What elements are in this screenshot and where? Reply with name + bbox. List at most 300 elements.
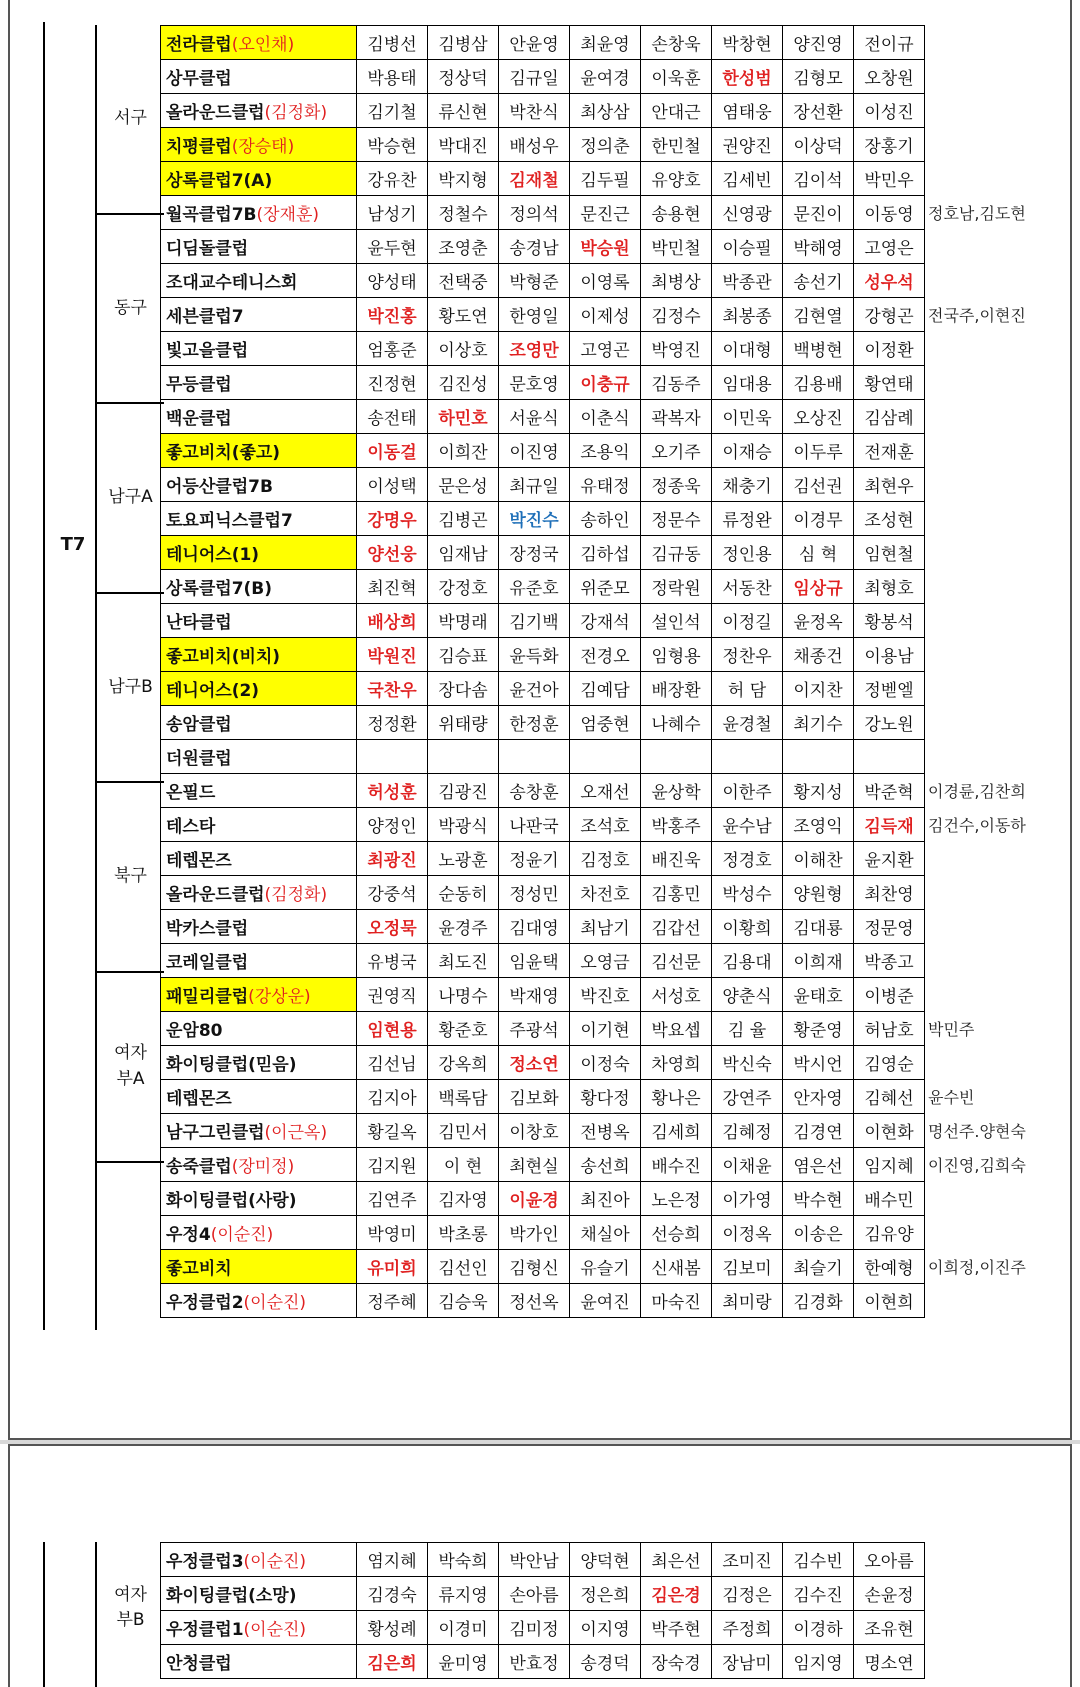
club-name: 화이팅클럽(사랑) xyxy=(161,1182,357,1216)
player-name: 윤여진 xyxy=(570,1284,641,1318)
reserve-players xyxy=(925,434,1052,468)
player-name: 이지영 xyxy=(570,1611,641,1645)
player-name: 박성수 xyxy=(712,876,783,910)
reserve-players xyxy=(925,230,1052,264)
player-name: 이상호 xyxy=(428,332,499,366)
player-name: 박창현 xyxy=(712,26,783,60)
player-name: 강연주 xyxy=(712,1080,783,1114)
district-column-2 xyxy=(95,1542,162,1687)
player-name: 최남기 xyxy=(570,910,641,944)
table-row xyxy=(161,706,1052,740)
player-name: 국찬우 xyxy=(357,672,428,706)
player-name: 김경화 xyxy=(783,1284,854,1318)
table-row xyxy=(161,1182,1052,1216)
player-name: 이송은 xyxy=(783,1216,854,1250)
player-name: 심 혁 xyxy=(783,536,854,570)
player-name: 진정현 xyxy=(357,366,428,400)
player-name: 엄중현 xyxy=(570,706,641,740)
club-captain: (이순진) xyxy=(243,1620,307,1640)
player-name: 황연태 xyxy=(854,366,925,400)
club-name: 무등클럽 xyxy=(161,366,357,400)
player-name: 최찬영 xyxy=(854,876,925,910)
player-name: 송선기 xyxy=(783,264,854,298)
player-name: 박진홍 xyxy=(357,298,428,332)
player-name: 주광석 xyxy=(499,1012,570,1046)
player-name: 오기주 xyxy=(641,434,712,468)
player-name: 김유양 xyxy=(854,1216,925,1250)
reserve-players xyxy=(925,1046,1052,1080)
player-name: 허 담 xyxy=(712,672,783,706)
player-name: 문은성 xyxy=(428,468,499,502)
player-name: 최형호 xyxy=(854,570,925,604)
player-name: 김수진 xyxy=(783,1577,854,1611)
player-name: 조영익 xyxy=(783,808,854,842)
table-row xyxy=(161,944,1052,978)
player-name: 정경호 xyxy=(712,842,783,876)
player-name: 김갑선 xyxy=(641,910,712,944)
player-name: 황봉석 xyxy=(854,604,925,638)
player-name: 이성진 xyxy=(854,94,925,128)
player-name: 이지찬 xyxy=(783,672,854,706)
table-row xyxy=(161,1012,1052,1046)
player-name: 박진수 xyxy=(499,502,570,536)
player-name: 노광훈 xyxy=(428,842,499,876)
player-name: 정성민 xyxy=(499,876,570,910)
player-name: 김자영 xyxy=(428,1182,499,1216)
district-label: 남구B xyxy=(97,594,164,784)
player-name: 이성택 xyxy=(357,468,428,502)
player-name: 노은정 xyxy=(641,1182,712,1216)
player-name: 최병상 xyxy=(641,264,712,298)
club-name: 전라클럽(오인채) xyxy=(161,26,357,60)
player-name: 이희잔 xyxy=(428,434,499,468)
reserve-players xyxy=(925,26,1052,60)
player-name: 장숙경 xyxy=(641,1645,712,1679)
table-row xyxy=(161,468,1052,502)
table-row xyxy=(161,808,1052,842)
player-name: 이가영 xyxy=(712,1182,783,1216)
player-name: 김형모 xyxy=(783,60,854,94)
district-label: 서구 xyxy=(97,25,164,215)
player-name: 곽복자 xyxy=(641,400,712,434)
player-name xyxy=(428,740,499,774)
player-name: 고영곤 xyxy=(570,332,641,366)
player-name: 배장환 xyxy=(641,672,712,706)
player-name: 최도진 xyxy=(428,944,499,978)
club-name: 조대교수테니스회 xyxy=(161,264,357,298)
reserve-players xyxy=(925,1216,1052,1250)
player-name: 류정완 xyxy=(712,502,783,536)
player-name: 순동히 xyxy=(428,876,499,910)
player-name: 성우석 xyxy=(854,264,925,298)
player-name: 한예형 xyxy=(854,1250,925,1284)
player-name: 조용익 xyxy=(570,434,641,468)
player-name: 배진욱 xyxy=(641,842,712,876)
player-name: 박용태 xyxy=(357,60,428,94)
player-name: 김경연 xyxy=(783,1114,854,1148)
player-name: 김혜정 xyxy=(712,1114,783,1148)
player-name: 박광식 xyxy=(428,808,499,842)
player-name: 이재승 xyxy=(712,434,783,468)
player-name: 김재철 xyxy=(499,162,570,196)
player-name: 박찬식 xyxy=(499,94,570,128)
player-name: 이정환 xyxy=(854,332,925,366)
player-name: 나명수 xyxy=(428,978,499,1012)
player-name: 백병현 xyxy=(783,332,854,366)
club-name: 빛고을클럽 xyxy=(161,332,357,366)
table-row xyxy=(161,1284,1052,1318)
player-name: 박신숙 xyxy=(712,1046,783,1080)
player-name: 김기철 xyxy=(357,94,428,128)
player-name: 박안남 xyxy=(499,1543,570,1577)
player-name: 김정은 xyxy=(712,1577,783,1611)
player-name: 채충기 xyxy=(712,468,783,502)
club-captain: (이순진) xyxy=(243,1293,307,1313)
reserve-players: 윤수빈 xyxy=(925,1080,1052,1114)
player-name: 정윤기 xyxy=(499,842,570,876)
table-row xyxy=(161,1148,1052,1182)
club-captain: (장승태) xyxy=(231,137,295,157)
player-name: 윤태호 xyxy=(783,978,854,1012)
player-name: 위태량 xyxy=(428,706,499,740)
player-name: 정인용 xyxy=(712,536,783,570)
player-name: 황길옥 xyxy=(357,1114,428,1148)
table-row xyxy=(161,128,1052,162)
reserve-players xyxy=(925,60,1052,94)
club-name: 박카스클럽 xyxy=(161,910,357,944)
player-name: 박재영 xyxy=(499,978,570,1012)
player-name: 이동영 xyxy=(854,196,925,230)
player-name: 임재남 xyxy=(428,536,499,570)
player-name: 오정묵 xyxy=(357,910,428,944)
player-name: 박원진 xyxy=(357,638,428,672)
club-captain: (김정화) xyxy=(264,885,328,905)
player-name: 손윤정 xyxy=(854,1577,925,1611)
player-name: 정문영 xyxy=(854,910,925,944)
player-name: 김연주 xyxy=(357,1182,428,1216)
player-name: 윤경주 xyxy=(428,910,499,944)
district-label: 남구A xyxy=(97,404,164,594)
club-captain: (오인채) xyxy=(231,35,295,55)
table-row xyxy=(161,876,1052,910)
player-name: 박요셉 xyxy=(641,1012,712,1046)
player-name: 오재선 xyxy=(570,774,641,808)
player-name: 손아름 xyxy=(499,1577,570,1611)
tier-bracket-line-2 xyxy=(43,1542,45,1687)
reserve-players xyxy=(925,366,1052,400)
player-name: 이동걸 xyxy=(357,434,428,468)
player-name: 오영금 xyxy=(570,944,641,978)
table-row xyxy=(161,842,1052,876)
player-name: 김하섭 xyxy=(570,536,641,570)
player-name: 이황희 xyxy=(712,910,783,944)
player-name: 정문수 xyxy=(641,502,712,536)
player-name: 송선희 xyxy=(570,1148,641,1182)
player-name: 김홍민 xyxy=(641,876,712,910)
player-name: 송용현 xyxy=(641,196,712,230)
reserve-players xyxy=(925,400,1052,434)
player-name: 임대용 xyxy=(712,366,783,400)
player-name: 김두필 xyxy=(570,162,641,196)
player-name: 박승현 xyxy=(357,128,428,162)
player-name: 최슬기 xyxy=(783,1250,854,1284)
player-name: 최현실 xyxy=(499,1148,570,1182)
player-name: 박수현 xyxy=(783,1182,854,1216)
player-name: 이춘식 xyxy=(570,400,641,434)
player-name: 채실아 xyxy=(570,1216,641,1250)
player-name: 김미정 xyxy=(499,1611,570,1645)
club-name: 상무클럽 xyxy=(161,60,357,94)
player-name: 박종고 xyxy=(854,944,925,978)
player-name: 정의석 xyxy=(499,196,570,230)
player-name: 임형용 xyxy=(641,638,712,672)
player-name: 정종욱 xyxy=(641,468,712,502)
table-row xyxy=(161,570,1052,604)
player-name: 유양호 xyxy=(641,162,712,196)
district-label: 여자 부B xyxy=(114,1584,147,1630)
player-name: 김은희 xyxy=(357,1645,428,1679)
player-name: 황도연 xyxy=(428,298,499,332)
club-name: 테스타 xyxy=(161,808,357,842)
table-row xyxy=(161,774,1052,808)
player-name: 김민서 xyxy=(428,1114,499,1148)
player-name: 박준혁 xyxy=(854,774,925,808)
document-page-1 xyxy=(8,0,1072,1440)
tier-label: T7 xyxy=(60,534,86,555)
player-name: 배상희 xyxy=(357,604,428,638)
club-name: 상록클럽7(B) xyxy=(161,570,357,604)
player-name: 김승욱 xyxy=(428,1284,499,1318)
player-name: 신영광 xyxy=(712,196,783,230)
player-name: 백록담 xyxy=(428,1080,499,1114)
player-name: 안윤영 xyxy=(499,26,570,60)
player-name: 염지혜 xyxy=(357,1543,428,1577)
player-name: 이상덕 xyxy=(783,128,854,162)
reserve-players: 김건수,이동하 xyxy=(925,808,1052,842)
player-name: 김동주 xyxy=(641,366,712,400)
club-name: 우정클럽3(이순진) xyxy=(161,1543,357,1577)
club-name: 올라운드클럽(김정화) xyxy=(161,876,357,910)
club-name: 치평클럽(장승태) xyxy=(161,128,357,162)
club-captain: (장미정) xyxy=(231,1157,295,1177)
player-name: 한성범 xyxy=(712,60,783,94)
club-name: 운암80 xyxy=(161,1012,357,1046)
player-name: 전택중 xyxy=(428,264,499,298)
player-name: 전이규 xyxy=(854,26,925,60)
player-name: 김예담 xyxy=(570,672,641,706)
player-name: 양정인 xyxy=(357,808,428,842)
player-name: 정상덕 xyxy=(428,60,499,94)
player-name: 최진아 xyxy=(570,1182,641,1216)
reserve-players: 박민주 xyxy=(925,1012,1052,1046)
table-row xyxy=(161,264,1052,298)
player-name: 류신현 xyxy=(428,94,499,128)
player-name: 신새봄 xyxy=(641,1250,712,1284)
player-name: 한민철 xyxy=(641,128,712,162)
player-name: 윤건아 xyxy=(499,672,570,706)
player-name: 김지아 xyxy=(357,1080,428,1114)
player-name: 유병국 xyxy=(357,944,428,978)
club-captain: (장재훈) xyxy=(256,205,320,225)
player-name: 박초롱 xyxy=(428,1216,499,1250)
player-name: 염은선 xyxy=(783,1148,854,1182)
player-name: 김이석 xyxy=(783,162,854,196)
player-name: 김경숙 xyxy=(357,1577,428,1611)
player-name: 이경하 xyxy=(783,1611,854,1645)
reserve-players xyxy=(925,332,1052,366)
club-name: 우정클럽1(이순진) xyxy=(161,1611,357,1645)
player-name: 황준호 xyxy=(428,1012,499,1046)
player-name: 김병곤 xyxy=(428,502,499,536)
player-name: 임지영 xyxy=(783,1645,854,1679)
player-name: 나판국 xyxy=(499,808,570,842)
club-captain: (이순진) xyxy=(243,1552,307,1572)
reserve-players xyxy=(925,638,1052,672)
player-name: 김정수 xyxy=(641,298,712,332)
club-name: 디딤돌클럽 xyxy=(161,230,357,264)
player-name: 유준호 xyxy=(499,570,570,604)
player-name: 이진영 xyxy=(499,434,570,468)
player-name: 강유찬 xyxy=(357,162,428,196)
player-name: 정의춘 xyxy=(570,128,641,162)
player-name: 이경무 xyxy=(783,502,854,536)
player-name: 오상진 xyxy=(783,400,854,434)
player-name: 조영춘 xyxy=(428,230,499,264)
player-name: 최은선 xyxy=(641,1543,712,1577)
player-name: 정은희 xyxy=(570,1577,641,1611)
player-name: 김세빈 xyxy=(712,162,783,196)
reserve-players xyxy=(925,502,1052,536)
player-name: 박가인 xyxy=(499,1216,570,1250)
player-name: 최현우 xyxy=(854,468,925,502)
player-name: 문진근 xyxy=(570,196,641,230)
player-name: 송경덕 xyxy=(570,1645,641,1679)
player-name: 이정길 xyxy=(712,604,783,638)
player-name: 이두루 xyxy=(783,434,854,468)
table-row xyxy=(161,1577,1052,1611)
player-name: 강재석 xyxy=(570,604,641,638)
reserve-players xyxy=(925,1577,1052,1611)
player-name: 배수민 xyxy=(854,1182,925,1216)
table-row xyxy=(161,910,1052,944)
table-row xyxy=(161,1046,1052,1080)
player-name: 양춘식 xyxy=(712,978,783,1012)
player-name: 김선인 xyxy=(428,1250,499,1284)
table-row xyxy=(161,162,1052,196)
player-name: 장다솜 xyxy=(428,672,499,706)
player-name: 차전호 xyxy=(570,876,641,910)
player-name: 김보화 xyxy=(499,1080,570,1114)
player-name: 임지혜 xyxy=(854,1148,925,1182)
player-name: 박영미 xyxy=(357,1216,428,1250)
player-name: 이기현 xyxy=(570,1012,641,1046)
player-name: 권영직 xyxy=(357,978,428,1012)
player-name: 황나은 xyxy=(641,1080,712,1114)
club-name: 좋고비치(좋고) xyxy=(161,434,357,468)
player-name: 박명래 xyxy=(428,604,499,638)
player-name: 조석호 xyxy=(570,808,641,842)
player-name: 최기수 xyxy=(783,706,854,740)
player-name: 이현희 xyxy=(854,1284,925,1318)
player-name: 양진영 xyxy=(783,26,854,60)
player-name: 남성기 xyxy=(357,196,428,230)
player-name: 강노원 xyxy=(854,706,925,740)
player-name: 윤두현 xyxy=(357,230,428,264)
player-name: 윤지환 xyxy=(854,842,925,876)
player-name: 이충규 xyxy=(570,366,641,400)
district-label: 동구 xyxy=(97,215,164,405)
club-name: 좋고비치(비치) xyxy=(161,638,357,672)
player-name: 김득재 xyxy=(854,808,925,842)
player-name: 김대영 xyxy=(499,910,570,944)
player-name: 장홍기 xyxy=(854,128,925,162)
club-name: 테니어스(2) xyxy=(161,672,357,706)
player-name: 유슬기 xyxy=(570,1250,641,1284)
reserve-players: 명선주.양현숙 xyxy=(925,1114,1052,1148)
player-name: 배성우 xyxy=(499,128,570,162)
player-name: 이민욱 xyxy=(712,400,783,434)
player-name: 이병준 xyxy=(854,978,925,1012)
table-row xyxy=(161,26,1052,60)
player-name: 반효정 xyxy=(499,1645,570,1679)
reserve-players: 이희정,이진주 xyxy=(925,1250,1052,1284)
player-name: 주정희 xyxy=(712,1611,783,1645)
player-name: 유미희 xyxy=(357,1250,428,1284)
player-name: 문진이 xyxy=(783,196,854,230)
player-name: 엄홍준 xyxy=(357,332,428,366)
player-name: 박숙희 xyxy=(428,1543,499,1577)
player-name: 윤수남 xyxy=(712,808,783,842)
club-name: 올라운드클럽(김정화) xyxy=(161,94,357,128)
table-row xyxy=(161,638,1052,672)
player-name: 양원형 xyxy=(783,876,854,910)
reserve-players xyxy=(925,1645,1052,1679)
club-name: 상록클럽7(A) xyxy=(161,162,357,196)
table-row xyxy=(161,1611,1052,1645)
player-name: 정정환 xyxy=(357,706,428,740)
player-name: 권양진 xyxy=(712,128,783,162)
player-name: 이영록 xyxy=(570,264,641,298)
reserve-players xyxy=(925,910,1052,944)
player-name: 조성현 xyxy=(854,502,925,536)
club-captain: (이근옥) xyxy=(264,1123,328,1143)
player-name: 김 율 xyxy=(712,1012,783,1046)
player-name: 정벧엘 xyxy=(854,672,925,706)
player-name: 이승필 xyxy=(712,230,783,264)
table-row xyxy=(161,366,1052,400)
player-name: 박해영 xyxy=(783,230,854,264)
player-name: 이경미 xyxy=(428,1611,499,1645)
reserve-players xyxy=(925,1284,1052,1318)
player-name: 양덕현 xyxy=(570,1543,641,1577)
player-name: 이제성 xyxy=(570,298,641,332)
table-row xyxy=(161,1645,1052,1679)
player-name: 전재훈 xyxy=(854,434,925,468)
player-name: 정철수 xyxy=(428,196,499,230)
club-name: 남구그린클럽(이근옥) xyxy=(161,1114,357,1148)
player-name: 김병선 xyxy=(357,26,428,60)
club-name: 우정클럽2(이순진) xyxy=(161,1284,357,1318)
player-name: 박주현 xyxy=(641,1611,712,1645)
player-name: 하민호 xyxy=(428,400,499,434)
player-name: 임상규 xyxy=(783,570,854,604)
player-name: 한정훈 xyxy=(499,706,570,740)
reserve-players xyxy=(925,740,1052,774)
club-captain: (김정화) xyxy=(264,103,328,123)
player-name: 위준모 xyxy=(570,570,641,604)
club-name: 화이팅클럽(소망) xyxy=(161,1577,357,1611)
reserve-players xyxy=(925,944,1052,978)
